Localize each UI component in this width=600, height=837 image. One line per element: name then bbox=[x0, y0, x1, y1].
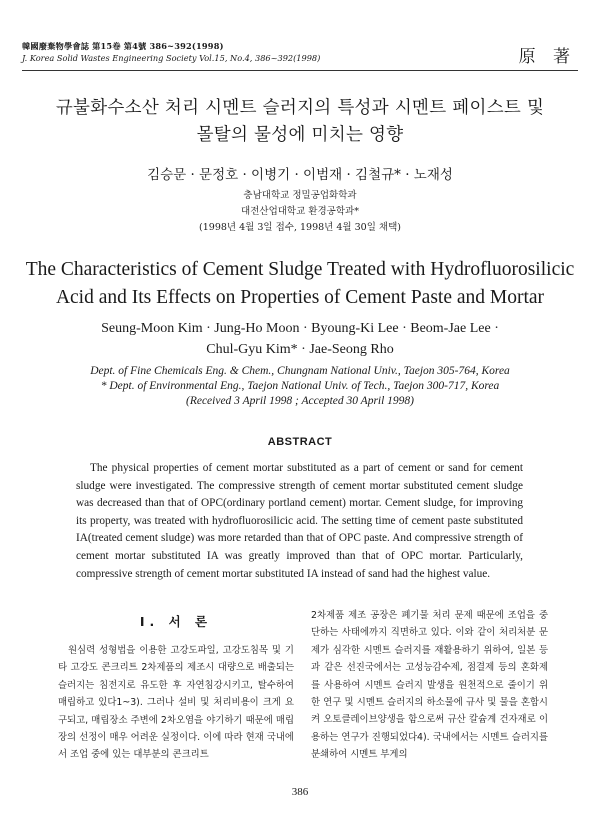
title-english bbox=[14, 256, 586, 312]
header-rule bbox=[22, 70, 578, 71]
journal-line-en: J. Korea Solid Wastes Engineering Society Vol.15, No.4, 386~392(1998) bbox=[22, 53, 321, 63]
title-korean-line: 몰탈의 물성에 미치는 영향 bbox=[196, 125, 404, 145]
journal-line-ko: 韓國廢棄物學會誌 第15卷 第4號 386~392(1998) bbox=[22, 41, 224, 51]
authors-english-line: Seung-Moon Kim · Jung-Ho Moon · Byoung-Ki Lee · Beom-Jae Lee · bbox=[101, 321, 499, 336]
affiliation-line: 충남대학교 정밀공업화학과 bbox=[243, 190, 357, 201]
page-number: 386 bbox=[291, 786, 309, 798]
column-right bbox=[311, 607, 548, 764]
affiliations-korean bbox=[0, 188, 600, 236]
received-date-line: (Received 3 April 1998 ; Accepted 30 April 1998) bbox=[185, 395, 415, 407]
article-type-label: 原 著 bbox=[518, 47, 576, 67]
received-date-line: (1998년 4월 3일 접수, 1998년 4월 30일 채택) bbox=[199, 222, 401, 233]
authors-english bbox=[0, 318, 600, 360]
title-english-line: The Characteristics of Cement Sludge Treated with Hydrofluorosilicic bbox=[25, 259, 575, 280]
affiliation-line: Dept. of Fine Chemicals Eng. & Chem., Chungnam National Univ., Taejon 305-764, Korea bbox=[90, 365, 510, 377]
body-text-right: 2차제품 제조 공장은 폐기물 처리 문제 때문에 조업을 중단하는 사태에까지 직면하고 있다. 이와 같이 처리처분 문제가 심각한 시멘트 슬러지를 재활용하기 위하여, 일본 등과 같은 선진국에서는 고성능감수제, 점결제 등의 혼화제를 사용하여 시멘트 슬러지 발생을 원천적으로 줄이기 위한 연구 및 시멘트 슬러지의 하소물에 규사 및 물을 혼합시켜 오토클레이브양생을 함으로써 규산 칼슘계 건자재로 이용하는 연구가 진행되었다4). 국내에서는 시멘트 슬러지를 분쇄하여 시멘트 부게의 bbox=[311, 610, 548, 761]
title-korean-line: 규불화수소산 처리 시멘트 슬러지의 특성과 시멘트 페이스트 및 bbox=[55, 98, 545, 118]
affiliation-line: 대전산업대학교 환경공학과* bbox=[241, 206, 359, 217]
affiliation-line: * Dept. of Environmental Eng., Taejon National Univ. of Tech., Taejon 300-717, Korea bbox=[100, 380, 500, 392]
authors-english-line: Chul-Gyu Kim* · Jae-Seong Rho bbox=[206, 342, 394, 357]
journal-header bbox=[22, 40, 320, 64]
title-english-line: Acid and Its Effects on Properties of Cement Paste and Mortar bbox=[55, 287, 545, 308]
abstract-text: The physical properties of cement mortar substituted as a part of cement or sand for cement sludge were investigated. The compressive strength of cement mortar substituted cement sludge was decreased than that of OPC(ordinary portland cement) mortar. Cement sludge, for improving its property, was treated with hydrofluorosilicic acid. The setting time of cement paste substituted IA(treated cement sludge) was more retarded than that of OPC paste. And compressive strength of cement mortar substituted IA was greatly improved than that of OPC mortar. Particularly, compressive strength of cement mortar substituted IA instead of sand had the highest value. bbox=[76, 462, 523, 580]
title-korean bbox=[20, 95, 580, 149]
affiliations-english bbox=[0, 364, 600, 409]
abstract-heading: ABSTRACT bbox=[267, 436, 333, 448]
body-text-left: 원심력 성형법을 이용한 고강도파일, 고강도침목 및 기타 고강도 콘크리트 2차제품의 제조시 대량으로 배출되는 슬러지는 침전지로 유도한 후 자연침강시키고, 탈수하여 매립하고 있다1~3). 그러나 설비 및 처리비용이 크게 요구되고, 매립장소 주변에 2차오염을 야기하기 때문에 매립장의 선정이 매우 어려운 실정이다. 이에 따라 현재 국내에서 조업 중에 있는 대부분의 콘크리트 bbox=[58, 645, 294, 761]
section-heading: Ⅰ. 서 론 bbox=[139, 614, 213, 629]
column-left bbox=[58, 612, 294, 764]
authors-korean: 김승문 · 문정호 · 이병기 · 이범재 · 김철규* · 노재성 bbox=[147, 167, 453, 183]
